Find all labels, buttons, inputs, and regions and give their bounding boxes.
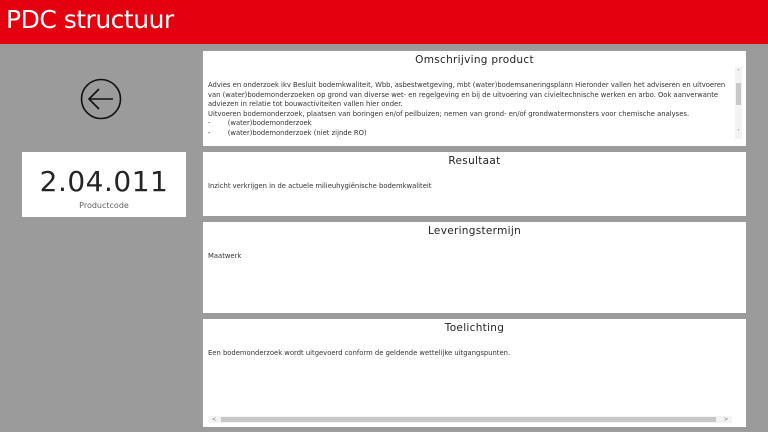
omschrijving-text: Advies en onderzoek ikv Besluit bodemkwaliteit, Wbb, asbestwetgeving, mbt (water)bodemsaneringsplann Hieronder vallen het adviseren en uitvoeren van (water)bodemonderzoeken op grond van diverse wet- en regelgeving en bij de uitvoering van civieltechnische werken en arbo. Ook aanverwante adviezen in relatie tot bouwactiviteiten vallen hier onder. Uitvoeren bodemonderzoek, plaatsen van boringen en/of peilbuizen; nemen van grond- en/of grondwatermonsters voor chemische analyses. - (water)bodemonderzoek - (water)bodemonderzoek (niet zijnde RO) [208,81,726,137]
toelichting-panel [203,319,746,427]
panel-title: Leveringstermijn [427,225,522,237]
back-button[interactable] [80,78,122,120]
arrow-left-circle-icon [80,78,122,120]
scroll-down-icon[interactable]: ˅ [737,129,740,136]
panel-title: Toelichting [444,322,505,334]
scroll-left-icon[interactable]: < [211,416,217,423]
app-header [0,0,768,44]
panel-title: Resultaat [448,155,501,167]
page-title: PDC structuur [6,5,174,34]
vertical-scrollbar[interactable] [735,67,742,139]
scroll-thumb[interactable] [221,417,716,422]
productcode-card [22,152,186,217]
horizontal-scrollbar[interactable] [208,416,732,423]
leveringstermijn-text: Maatwerk [208,252,242,260]
scroll-up-icon[interactable]: ˄ [737,69,740,76]
scroll-right-icon[interactable]: > [723,416,729,423]
omschrijving-product-panel [203,51,746,146]
panel-title: Omschrijving product [415,54,534,66]
leveringstermijn-panel [203,222,746,313]
toelichting-text: Een bodemonderzoek wordt uitgevoerd conform de geldende wettelijke uitgangspunten. [208,349,511,357]
resultaat-text: Inzicht verkrijgen in de actuele milieuhygiënische bodemkwaliteit [208,182,432,190]
productcode-label: Productcode [79,201,129,210]
scroll-thumb[interactable] [736,83,741,105]
productcode-value: 2.04.011 [39,165,169,198]
resultaat-panel [203,152,746,216]
